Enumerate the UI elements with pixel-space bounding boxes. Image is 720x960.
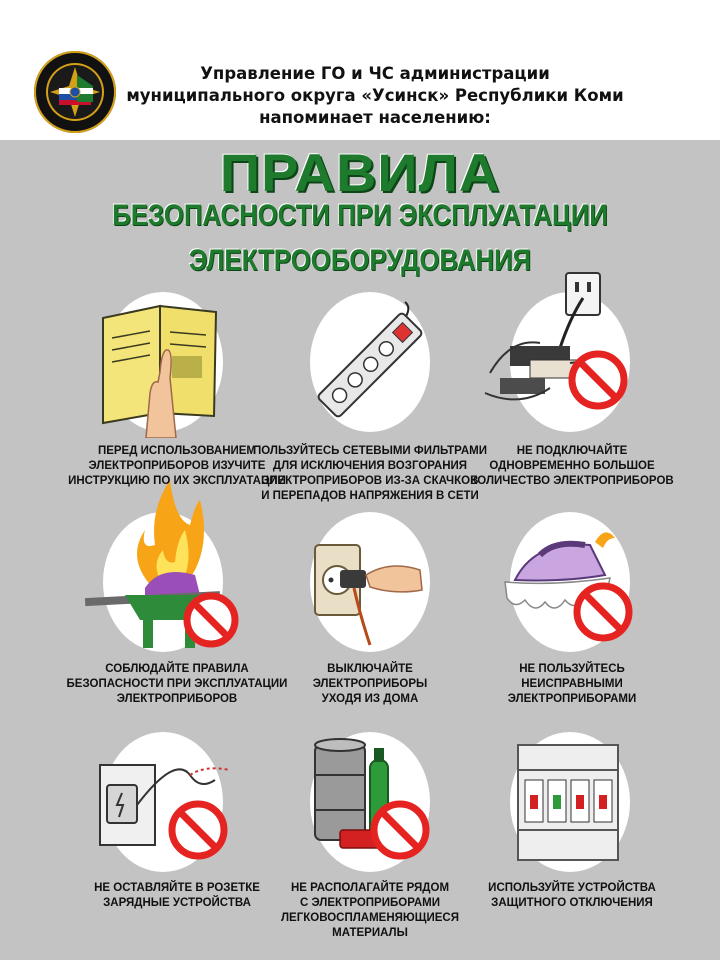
header-line-1: Управление ГО и ЧС администрации xyxy=(200,64,550,83)
header-text xyxy=(120,63,630,129)
rule-6-caption-line: НЕ ПОЛЬЗУЙТЕСЬ xyxy=(519,663,625,675)
rule-1-caption-line: ИНСТРУКЦИЮ ПО ИХ ЭКСПЛУАТАЦИИ xyxy=(68,475,286,487)
header-line-3: напоминает населению: xyxy=(259,108,491,127)
header xyxy=(0,0,720,140)
rule-6-caption xyxy=(452,662,692,707)
rule-1-caption-line: ПЕРЕД ИСПОЛЬЗОВАНИЕМ xyxy=(97,445,257,457)
rule-4-caption-line: СОБЛЮДАЙТЕ ПРАВИЛА xyxy=(105,663,249,675)
rule-3-caption-line: НЕ ПОДКЛЮЧАЙТЕ xyxy=(516,445,628,457)
rule-5-caption-line: ВЫКЛЮЧАЙТЕ xyxy=(327,663,413,675)
charger-in-socket-icon xyxy=(95,735,245,875)
poster-subtitle-1: БЕЗОПАСНОСТИ ПРИ ЭКСПЛУАТАЦИИ xyxy=(112,199,608,232)
rule-3-caption xyxy=(452,444,692,489)
rule-8-caption-line: МАТЕРИАЛЫ xyxy=(332,927,408,939)
rule-8-caption-line: НЕ РАСПОЛАГАЙТЕ РЯДОМ xyxy=(290,882,450,894)
rule-2-caption-line: ДЛЯ ИСКЛЮЧЕНИЯ ВОЗГОРАНИЯ xyxy=(272,460,468,472)
header-line-2: муниципального округа «Усинск» Республики Коми xyxy=(126,86,624,105)
rule-8-caption-line: С ЭЛЕКТРОПРИБОРАМИ xyxy=(300,897,440,909)
poster-title: ПРАВИЛА xyxy=(219,142,501,203)
rule-4-caption-line: БЕЗОПАСНОСТИ ПРИ ЭКСПЛУАТАЦИИ xyxy=(66,678,288,690)
rule-9-caption-line: ЗАЩИТНОГО ОТКЛЮЧЕНИЯ xyxy=(491,897,653,909)
rule-9-caption-line: ИСПОЛЬЗУЙТЕ УСТРОЙСТВА xyxy=(488,882,656,894)
unplugging-hand-icon xyxy=(310,525,435,650)
poster-subtitle-2: ЭЛЕКТРООБОРУДОВАНИЯ xyxy=(188,244,532,277)
rule-3-caption-line: ОДНОВРЕМЕННО БОЛЬШОЕ xyxy=(489,460,655,472)
rule-1-caption-line: ЭЛЕКТРОПРИБОРОВ ИЗУЧИТЕ xyxy=(88,460,266,472)
rule-2-caption-line: ЭЛЕКТРОПРИБОРОВ ИЗ-ЗА СКАЧКОВ xyxy=(261,475,479,487)
rule-3-caption-line: КОЛИЧЕСТВО ЭЛЕКТРОПРИБОРОВ xyxy=(470,475,674,487)
rule-5-caption-line: УХОДЯ ИЗ ДОМА xyxy=(321,693,419,705)
rule-6-caption-line: ЭЛЕКТРОПРИБОРАМИ xyxy=(507,693,637,705)
rule-5-caption-line: ЭЛЕКТРОПРИБОРЫ xyxy=(312,678,428,690)
rule-4-caption-line: ЭЛЕКТРОПРИБОРОВ xyxy=(116,693,238,705)
rule-7-caption-line: НЕ ОСТАВЛЯЙТЕ В РОЗЕТКЕ xyxy=(94,882,260,894)
circuit-breaker-icon xyxy=(510,740,630,870)
surge-protector-icon xyxy=(305,300,435,430)
rule-2-caption-line: ПОЛЬЗУЙТЕСЬ СЕТЕВЫМИ ФИЛЬТРАМИ xyxy=(253,445,487,457)
rule-2-caption-line: И ПЕРЕПАДОВ НАПРЯЖЕНИЯ В СЕТИ xyxy=(261,490,479,502)
burning-iron-icon xyxy=(85,470,245,650)
overloaded-socket-icon xyxy=(480,268,650,438)
faulty-iron-icon xyxy=(495,520,655,660)
rule-9-caption xyxy=(452,881,692,911)
rule-8-caption-line: ЛЕГКОВОСПЛАМЕНЯЮЩИЕСЯ xyxy=(280,912,460,924)
instruction-book-icon xyxy=(98,298,233,438)
emchs-emblem-icon xyxy=(33,50,117,134)
rule-6-caption-line: НЕИСПРАВНЫМИ xyxy=(521,678,623,690)
flammable-materials-icon xyxy=(300,730,450,875)
rule-7-caption-line: ЗАРЯДНЫЕ УСТРОЙСТВА xyxy=(103,897,251,909)
